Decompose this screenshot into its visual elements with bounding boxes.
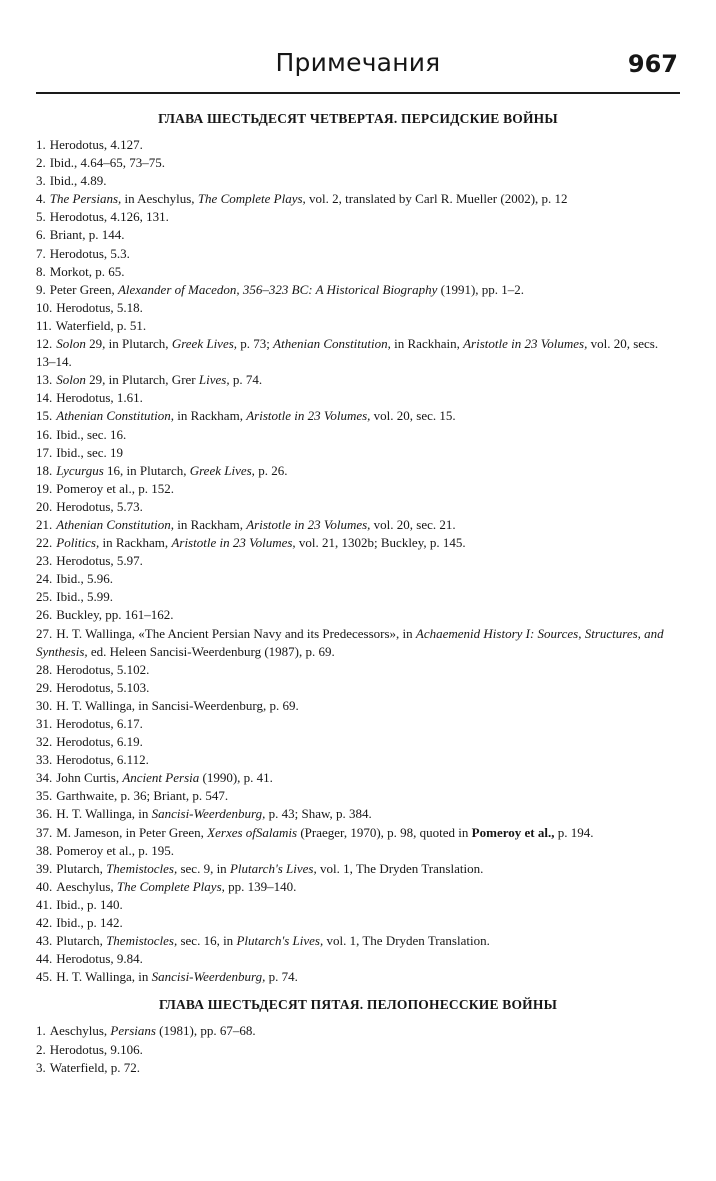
- note-item: [36, 950, 680, 968]
- note-text: Ibid., 4.89.: [49, 173, 107, 189]
- note-item: [36, 896, 680, 914]
- note-number: 22.: [36, 535, 53, 551]
- note-item: [36, 208, 680, 226]
- note-item: [36, 715, 680, 733]
- note-text: vol. 1, The Dryden Translation.: [316, 860, 484, 876]
- note-text: Lycurgus: [56, 462, 104, 478]
- note-text: Herodotus, 1.61.: [56, 390, 143, 406]
- note-number: 20.: [36, 498, 53, 514]
- note-text: Plutarch,: [56, 933, 107, 949]
- note-number: 42.: [36, 915, 53, 931]
- note-item: [36, 769, 680, 787]
- chapter-heading: ГЛАВА ШЕСТЬДЕСЯТ ЧЕТВЕРТАЯ. ПЕРСИДСКИЕ ВОЙНЫ: [158, 111, 558, 126]
- note-text: vol. 20, sec. 15.: [370, 408, 456, 424]
- note-text: p. 74.: [229, 372, 263, 388]
- note-text: p. 74.: [265, 969, 298, 985]
- note-item: [36, 606, 680, 624]
- note-number: 45.: [36, 969, 53, 985]
- note-text: p. 43; Shaw, p. 384.: [265, 806, 372, 822]
- note-number: 44.: [36, 951, 53, 967]
- note-number: 41.: [36, 896, 53, 912]
- note-text: Ibid., p. 140.: [56, 896, 123, 912]
- note-item: [36, 426, 680, 444]
- page-number: 967: [627, 50, 678, 78]
- note-item: [36, 625, 680, 661]
- note-number: 11.: [36, 317, 52, 333]
- note-text: Achaemenid History I: Sources, Structures, and Synthesis,: [36, 625, 664, 659]
- note-text: The Persians,: [49, 191, 122, 207]
- note-text: Athenian Constitution,: [273, 336, 391, 352]
- note-number: 2.: [36, 155, 46, 171]
- note-text: Xerxes ofSalamis: [207, 824, 298, 840]
- note-text: Ibid., 5.99.: [56, 589, 113, 605]
- note-text: Herodotus, 6.112.: [56, 752, 149, 768]
- note-text: sec. 16, in: [177, 933, 237, 949]
- chapter-heading: ГЛАВА ШЕСТЬДЕСЯТ ПЯТАЯ. ПЕЛОПОНЕССКИЕ ВОЙНЫ: [158, 997, 558, 1013]
- note-text: Athenian Constitution,: [56, 408, 174, 424]
- note-number: 30.: [36, 697, 53, 713]
- note-item: [36, 968, 680, 986]
- chapter-64-section: [36, 108, 680, 986]
- note-text: Herodotus, 5.73.: [56, 498, 143, 514]
- note-item: [36, 444, 680, 462]
- note-item: [36, 407, 680, 425]
- note-item: [36, 679, 680, 697]
- note-number: 36.: [36, 806, 53, 822]
- note-number: 43.: [36, 933, 53, 949]
- note-number: 29.: [36, 679, 53, 695]
- note-item: [36, 371, 680, 389]
- note-text: Ibid., 4.64–65, 73–75.: [49, 155, 165, 171]
- note-text: Morkot, p. 65.: [49, 263, 125, 279]
- note-number: 21.: [36, 516, 53, 532]
- note-item: [36, 516, 680, 534]
- running-title: Примечания: [275, 48, 441, 77]
- note-text: pp. 139–140.: [224, 878, 297, 894]
- note-number: 5.: [36, 209, 46, 225]
- note-item: [36, 498, 680, 516]
- note-number: 1.: [36, 137, 46, 152]
- note-item: [36, 914, 680, 932]
- note-text: Herodotus, 5.18.: [56, 299, 143, 315]
- note-item: [36, 697, 680, 715]
- note-text: in Rackham,: [99, 535, 172, 551]
- note-text: Lives,: [198, 372, 230, 388]
- note-text: Politics,: [56, 535, 100, 551]
- note-text: Aeschylus,: [49, 1023, 111, 1039]
- note-text: (1990), p. 41.: [199, 770, 273, 786]
- note-text: The Complete Plays,: [197, 191, 306, 207]
- note-text: H. T. Wallinga, in: [56, 969, 152, 985]
- note-number: 24.: [36, 571, 53, 587]
- note-text: vol. 20, secs. 13–14.: [36, 336, 659, 370]
- note-item: [36, 860, 680, 878]
- note-item: [36, 787, 680, 805]
- note-text: Plutarch,: [56, 860, 107, 876]
- note-text: Ibid., 5.96.: [56, 571, 113, 587]
- note-text: Herodotus, 6.19.: [56, 734, 143, 750]
- note-number: 12.: [36, 336, 53, 352]
- note-number: 7.: [36, 245, 46, 261]
- note-item: [36, 1041, 680, 1059]
- note-text: 16, in Plutarch,: [103, 462, 190, 478]
- note-number: 10.: [36, 299, 53, 315]
- note-number: 31.: [36, 716, 53, 731]
- note-number: 17.: [36, 444, 53, 460]
- note-text: Ibid., sec. 19: [56, 444, 124, 460]
- note-text: Sancisi-Weerdenburg,: [151, 806, 266, 822]
- note-item: [36, 263, 680, 281]
- note-number: 3.: [36, 173, 46, 189]
- note-text: Pomeroy et al., p. 195.: [56, 842, 174, 858]
- note-text: H. T. Wallinga, in Sancisi-Weerdenburg, p. 69.: [56, 697, 299, 713]
- note-item: [36, 1059, 680, 1077]
- note-number: 32.: [36, 734, 53, 750]
- note-text: Sancisi-Weerdenburg,: [151, 969, 266, 985]
- note-item: [36, 480, 680, 498]
- notes-list: [36, 136, 680, 986]
- note-text: Herodotus, 9.84.: [56, 951, 143, 967]
- note-text: in Aeschylus,: [121, 191, 198, 207]
- note-text: 29, in Plutarch, Grer: [85, 372, 199, 388]
- note-number: 26.: [36, 607, 53, 623]
- note-item: [36, 824, 680, 842]
- note-text: (1981), pp. 67–68.: [155, 1023, 256, 1039]
- note-text: Garthwaite, p. 36; Briant, p. 547.: [56, 788, 229, 804]
- note-item: [36, 878, 680, 896]
- note-text: Aristotle in 23 Volumes,: [246, 408, 371, 424]
- note-item: [36, 190, 680, 208]
- note-text: Herodotus, 5.102.: [56, 661, 150, 677]
- note-text: vol. 20, sec. 21.: [370, 516, 456, 532]
- note-text: in Rackhain,: [390, 336, 464, 352]
- note-number: 28.: [36, 661, 53, 677]
- note-text: John Curtis,: [56, 770, 123, 786]
- note-number: 4.: [36, 191, 46, 207]
- note-text: Herodotus, 6.17.: [56, 716, 143, 731]
- note-text: Greek Lives,: [171, 336, 238, 352]
- note-item: [36, 389, 680, 407]
- note-item: [36, 534, 680, 552]
- note-text: Herodotus, 5.97.: [56, 553, 143, 569]
- note-text: Herodotus, 4.126, 131.: [49, 209, 169, 225]
- note-number: 19.: [36, 480, 53, 496]
- note-item: [36, 570, 680, 588]
- note-text: Themistocles,: [106, 933, 178, 949]
- note-text: Plutarch's Lives,: [229, 860, 317, 876]
- note-number: 39.: [36, 860, 53, 876]
- note-text: vol. 21, 1302b; Buckley, p. 145.: [295, 535, 466, 551]
- note-number: 15.: [36, 408, 53, 424]
- note-text: Themistocles,: [106, 860, 178, 876]
- note-text: p. 194.: [554, 824, 594, 840]
- note-item: [36, 805, 680, 823]
- note-text: M. Jameson, in Peter Green,: [56, 824, 208, 840]
- note-text: Waterfield, p. 51.: [55, 317, 147, 333]
- note-item: [36, 335, 680, 371]
- note-number: 35.: [36, 788, 53, 804]
- note-text: Pomeroy et al.,: [471, 824, 555, 840]
- note-text: Aeschylus,: [56, 878, 117, 894]
- note-number: 14.: [36, 390, 53, 406]
- note-number: 23.: [36, 553, 53, 569]
- note-text: vol. 1, The Dryden Translation.: [323, 933, 490, 949]
- note-number: 3.: [36, 1059, 46, 1075]
- note-text: Solon: [56, 336, 86, 352]
- note-item: [36, 751, 680, 769]
- note-item: [36, 154, 680, 172]
- note-text: Pomeroy et al., p. 152.: [56, 480, 174, 496]
- notes-content: [36, 108, 680, 1077]
- note-number: 16.: [36, 426, 53, 442]
- note-item: [36, 317, 680, 335]
- note-text: p. 73;: [237, 336, 274, 352]
- note-number: 37.: [36, 824, 53, 840]
- note-item: [36, 299, 680, 317]
- note-text: Buckley, pp. 161–162.: [56, 607, 174, 623]
- note-text: Aristotle in 23 Volumes,: [246, 516, 371, 532]
- note-item: [36, 552, 680, 570]
- note-text: Athenian Constitution,: [56, 516, 174, 532]
- note-text: 29, in Plutarch,: [85, 336, 172, 352]
- note-item: [36, 733, 680, 751]
- note-item: [36, 842, 680, 860]
- note-number: 1.: [36, 1023, 46, 1039]
- note-item: [36, 172, 680, 190]
- note-text: (1991), pp. 1–2.: [437, 281, 525, 297]
- note-text: Herodotus, 9.106.: [49, 1041, 143, 1057]
- note-number: 18.: [36, 462, 53, 478]
- note-number: 2.: [36, 1041, 46, 1057]
- note-text: Solon: [56, 372, 86, 388]
- note-text: Ancient Persia: [122, 770, 200, 786]
- note-text: (Praeger, 1970), p. 98, quoted in: [297, 824, 472, 840]
- note-text: Ibid., sec. 16.: [56, 426, 127, 442]
- note-item: [36, 588, 680, 606]
- note-item: [36, 245, 680, 263]
- note-text: Waterfield, p. 72.: [49, 1059, 141, 1075]
- page-header: [36, 44, 680, 94]
- note-number: 6.: [36, 227, 46, 243]
- note-text: vol. 2, translated by Carl R. Mueller (2002), p. 12: [305, 191, 568, 207]
- note-text: H. T. Wallinga, in: [56, 806, 152, 822]
- note-number: 8.: [36, 263, 46, 279]
- note-item: [36, 1022, 680, 1040]
- note-text: Ibid., p. 142.: [56, 915, 123, 931]
- note-text: ed. Heleen Sancisi-Weerdenburg (1987), p. 69.: [87, 643, 335, 659]
- note-text: Plutarch's Lives,: [236, 933, 324, 949]
- note-item: [36, 462, 680, 480]
- note-number: 34.: [36, 770, 53, 786]
- note-item: [36, 281, 680, 299]
- note-number: 27.: [36, 625, 53, 641]
- chapter-65-section: [36, 994, 680, 1076]
- note-item: [36, 136, 680, 154]
- note-item: [36, 932, 680, 950]
- note-number: 33.: [36, 752, 53, 768]
- note-number: 25.: [36, 589, 53, 605]
- note-text: in Rackham,: [173, 408, 247, 424]
- note-text: Briant, p. 144.: [49, 227, 125, 243]
- note-text: Alexander of Macedon, 356–323 BC: A Historical Biography: [117, 281, 438, 297]
- note-number: 13.: [36, 372, 53, 388]
- note-text: Persians: [110, 1023, 156, 1039]
- note-item: [36, 226, 680, 244]
- note-text: Peter Green,: [49, 281, 118, 297]
- note-text: Herodotus, 4.127.: [49, 137, 143, 152]
- note-text: Aristotle in 23 Volumes,: [463, 336, 588, 352]
- note-text: H. T. Wallinga, «The Ancient Persian Navy and its Predecessors», in: [56, 625, 416, 641]
- note-text: p. 26.: [254, 462, 288, 478]
- note-text: Herodotus, 5.3.: [49, 245, 130, 261]
- note-number: 38.: [36, 842, 53, 858]
- note-text: The Complete Plays,: [116, 878, 225, 894]
- note-text: Greek Lives,: [189, 462, 255, 478]
- note-item: [36, 661, 680, 679]
- note-text: in Rackham,: [173, 516, 247, 532]
- note-number: 9.: [36, 281, 46, 297]
- note-text: Herodotus, 5.103.: [56, 679, 150, 695]
- note-number: 40.: [36, 878, 53, 894]
- notes-list: [36, 1022, 680, 1076]
- note-text: Aristotle in 23 Volumes,: [171, 535, 296, 551]
- note-text: sec. 9, in: [177, 860, 230, 876]
